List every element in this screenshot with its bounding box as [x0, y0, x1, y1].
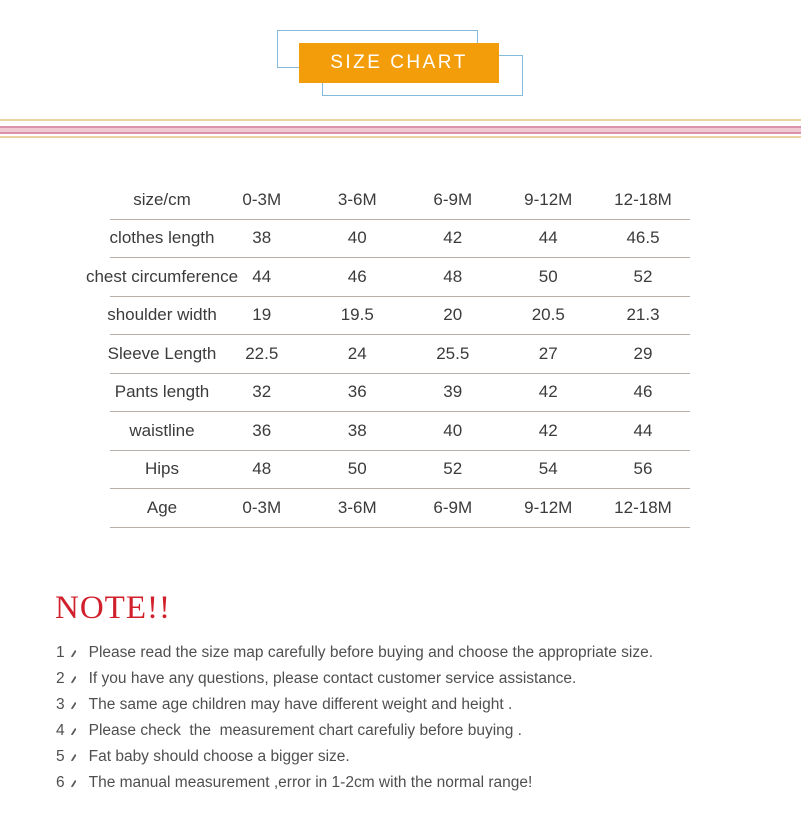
table-row-pants-length: [110, 374, 690, 413]
cell-value: 0-3M: [242, 497, 282, 517]
row-label: chest circumference: [85, 266, 239, 286]
divider-band-pink: [0, 126, 801, 134]
col-header-0-3m: 0-3M: [242, 189, 282, 209]
cell-value: 22.5: [245, 343, 279, 363]
cell-value: 40: [443, 420, 463, 440]
note-number: 6: [56, 770, 89, 796]
page-title: SIZE CHART: [330, 52, 468, 73]
cell-value: 6-9M: [433, 497, 473, 517]
col-header-9-12m: 9-12M: [524, 189, 573, 209]
cell-value: 27: [538, 343, 558, 363]
cell-value: 24: [347, 343, 367, 363]
col-header-size-cm: size/cm: [133, 189, 191, 209]
row-label: waistline: [129, 420, 195, 440]
cell-value: 32: [252, 382, 272, 402]
note-text: The manual measurement ,error in 1-2cm with the normal range!: [88, 774, 533, 791]
note-number: 4: [56, 718, 89, 744]
note-text: The same age children may have different weight and height .: [88, 696, 513, 713]
note-item-1: [56, 640, 776, 666]
table-row-hips: [110, 451, 690, 490]
table-row-chest-circumference: [85, 258, 690, 297]
cell-value: 48: [443, 266, 463, 286]
cell-value: 50: [538, 266, 558, 286]
table-row-age: [110, 489, 690, 528]
cell-value: 52: [443, 459, 463, 479]
row-label: clothes length: [109, 228, 215, 248]
col-header-6-9m: 6-9M: [433, 189, 473, 209]
cell-value: 25.5: [436, 343, 470, 363]
row-label: shoulder width: [107, 305, 217, 325]
cell-value: 50: [347, 459, 367, 479]
note-text: If you have any questions, please contact customer service assistance.: [88, 670, 577, 687]
cell-value: 3-6M: [337, 497, 377, 517]
cell-value: 48: [252, 459, 272, 479]
table-row-clothes-length: [110, 220, 690, 259]
note-item-5: [56, 744, 776, 770]
note-number: 2: [56, 666, 89, 692]
note-item-6: [56, 770, 776, 796]
cell-value: 29: [633, 343, 653, 363]
cell-value: 19: [252, 305, 272, 325]
size-table: [85, 181, 690, 528]
row-label: Hips: [144, 459, 179, 479]
cell-value: 40: [347, 228, 367, 248]
title-box: [299, 43, 499, 83]
cell-value: 44: [633, 420, 653, 440]
cell-value: 56: [633, 459, 653, 479]
note-text: Please check the measurement chart carefuliy before buying .: [88, 722, 522, 739]
cell-value: 46: [347, 266, 367, 286]
table-row-sleeve-length: [107, 335, 690, 374]
cell-value: 42: [538, 382, 558, 402]
note-number: 5: [56, 744, 89, 770]
cell-value: 21.3: [626, 305, 660, 325]
cell-value: 38: [347, 420, 367, 440]
row-label: Age: [146, 497, 178, 517]
cell-value: 44: [538, 228, 558, 248]
note-number: 3: [56, 692, 89, 718]
note-item-3: [56, 692, 776, 718]
note-item-4: [56, 718, 776, 744]
cell-value: 36: [252, 420, 272, 440]
cell-value: 42: [443, 228, 463, 248]
cell-value: 19.5: [340, 305, 374, 325]
col-header-3-6m: 3-6M: [337, 189, 377, 209]
cell-value: 39: [443, 382, 463, 402]
divider-line-tan-top: [0, 119, 801, 121]
note-text: Fat baby should choose a bigger size.: [88, 748, 350, 765]
note-item-2: [56, 666, 776, 692]
cell-value: 44: [252, 266, 272, 286]
cell-value: 20: [443, 305, 463, 325]
note-list: [56, 640, 776, 796]
cell-value: 36: [347, 382, 367, 402]
table-row-shoulder-width: [107, 297, 690, 336]
cell-value: 42: [538, 420, 558, 440]
cell-value: 9-12M: [524, 497, 573, 517]
note-number: 1: [56, 640, 89, 666]
cell-value: 52: [633, 266, 653, 286]
table-header-row: [110, 181, 690, 220]
row-label: Sleeve Length: [107, 343, 217, 363]
cell-value: 38: [252, 228, 272, 248]
cell-value: 20.5: [531, 305, 565, 325]
row-label: Pants length: [114, 382, 210, 402]
note-text: Please read the size map carefully before buying and choose the appropriate size.: [88, 644, 653, 661]
cell-value: 46: [633, 382, 653, 402]
cell-value: 12-18M: [614, 497, 672, 517]
note-heading: NOTE!!: [55, 590, 171, 626]
col-header-12-18m: 12-18M: [614, 189, 672, 209]
table-row-waistline: [110, 412, 690, 451]
cell-value: 54: [538, 459, 558, 479]
divider-line-tan-bottom: [0, 136, 801, 138]
cell-value: 46.5: [626, 228, 660, 248]
